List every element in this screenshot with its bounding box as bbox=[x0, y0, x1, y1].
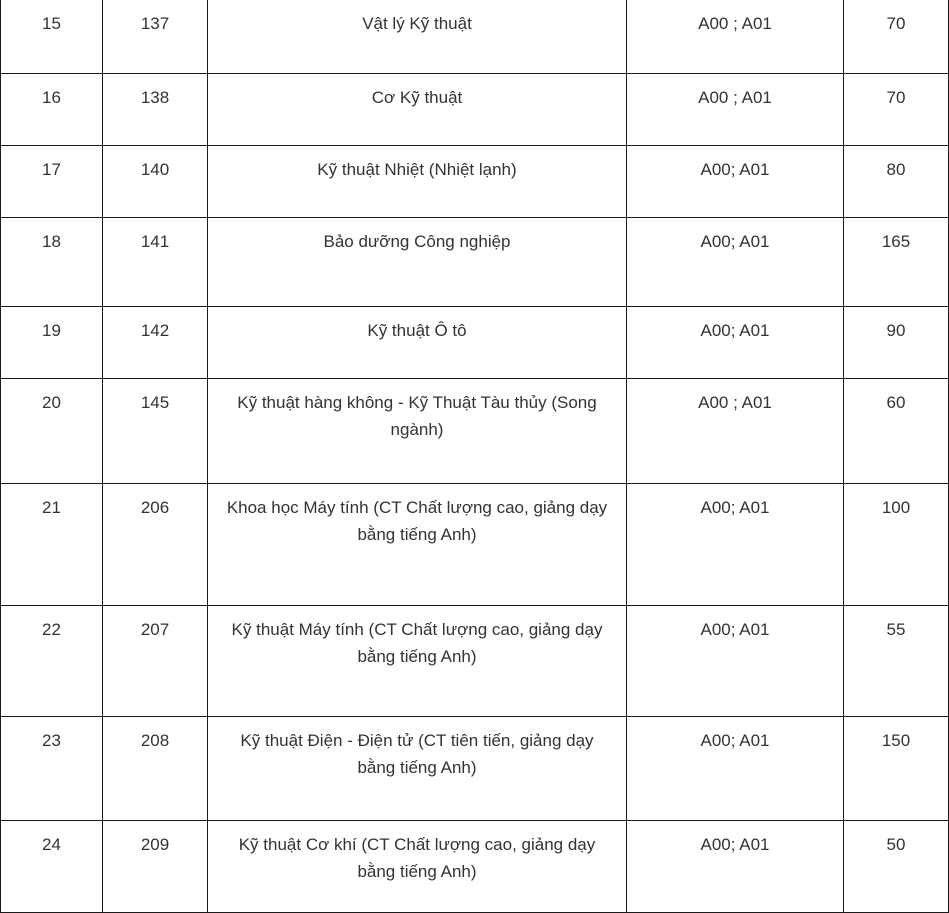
row-number-cell: 19 bbox=[1, 307, 103, 379]
table-row bbox=[1, 606, 949, 717]
program-name-cell: Khoa học Máy tính (CT Chất lượng cao, giảng dạy bằng tiếng Anh) bbox=[208, 484, 627, 606]
program-code-cell: 138 bbox=[103, 74, 208, 146]
table-row bbox=[1, 717, 949, 821]
quota-cell: 100 bbox=[844, 484, 949, 606]
subject-combination-cell: A00 ; A01 bbox=[627, 379, 844, 484]
subject-combination-cell: A00; A01 bbox=[627, 307, 844, 379]
row-number-cell: 17 bbox=[1, 146, 103, 218]
table-row bbox=[1, 146, 949, 218]
quota-cell: 80 bbox=[844, 146, 949, 218]
table-row bbox=[1, 379, 949, 484]
quota-cell: 50 bbox=[844, 821, 949, 913]
program-name-cell: Bảo dưỡng Công nghiệp bbox=[208, 218, 627, 307]
program-name-cell: Cơ Kỹ thuật bbox=[208, 74, 627, 146]
program-name-cell: Kỹ thuật Nhiệt (Nhiệt lạnh) bbox=[208, 146, 627, 218]
program-name-cell: Kỹ thuật hàng không - Kỹ Thuật Tàu thủy (Song ngành) bbox=[208, 379, 627, 484]
row-number-cell: 18 bbox=[1, 218, 103, 307]
quota-cell: 55 bbox=[844, 606, 949, 717]
program-name-cell: Vật lý Kỹ thuật bbox=[208, 0, 627, 74]
table-row bbox=[1, 484, 949, 606]
program-code-cell: 206 bbox=[103, 484, 208, 606]
subject-combination-cell: A00; A01 bbox=[627, 484, 844, 606]
subject-combination-cell: A00; A01 bbox=[627, 821, 844, 913]
row-number-cell: 24 bbox=[1, 821, 103, 913]
program-code-cell: 141 bbox=[103, 218, 208, 307]
table-row bbox=[1, 307, 949, 379]
row-number-cell: 21 bbox=[1, 484, 103, 606]
subject-combination-cell: A00; A01 bbox=[627, 606, 844, 717]
subject-combination-cell: A00; A01 bbox=[627, 146, 844, 218]
quota-cell: 70 bbox=[844, 0, 949, 74]
quota-cell: 150 bbox=[844, 717, 949, 821]
quota-cell: 60 bbox=[844, 379, 949, 484]
program-code-cell: 207 bbox=[103, 606, 208, 717]
program-name-cell: Kỹ thuật Điện - Điện tử (CT tiên tiến, giảng dạy bằng tiếng Anh) bbox=[208, 717, 627, 821]
program-code-cell: 209 bbox=[103, 821, 208, 913]
table-row bbox=[1, 218, 949, 307]
table-row bbox=[1, 821, 949, 913]
program-code-cell: 140 bbox=[103, 146, 208, 218]
row-number-cell: 16 bbox=[1, 74, 103, 146]
program-code-cell: 142 bbox=[103, 307, 208, 379]
program-name-cell: Kỹ thuật Máy tính (CT Chất lượng cao, giảng dạy bằng tiếng Anh) bbox=[208, 606, 627, 717]
subject-combination-cell: A00 ; A01 bbox=[627, 74, 844, 146]
row-number-cell: 23 bbox=[1, 717, 103, 821]
quota-cell: 165 bbox=[844, 218, 949, 307]
program-code-cell: 145 bbox=[103, 379, 208, 484]
table-row bbox=[1, 0, 949, 74]
subject-combination-cell: A00; A01 bbox=[627, 218, 844, 307]
subject-combination-cell: A00; A01 bbox=[627, 717, 844, 821]
subject-combination-cell: A00 ; A01 bbox=[627, 0, 844, 74]
row-number-cell: 22 bbox=[1, 606, 103, 717]
table-row bbox=[1, 74, 949, 146]
quota-cell: 70 bbox=[844, 74, 949, 146]
program-code-cell: 208 bbox=[103, 717, 208, 821]
program-name-cell: Kỹ thuật Ô tô bbox=[208, 307, 627, 379]
quota-cell: 90 bbox=[844, 307, 949, 379]
row-number-cell: 20 bbox=[1, 379, 103, 484]
program-code-cell: 137 bbox=[103, 0, 208, 74]
row-number-cell: 15 bbox=[1, 0, 103, 74]
program-name-cell: Kỹ thuật Cơ khí (CT Chất lượng cao, giảng dạy bằng tiếng Anh) bbox=[208, 821, 627, 913]
